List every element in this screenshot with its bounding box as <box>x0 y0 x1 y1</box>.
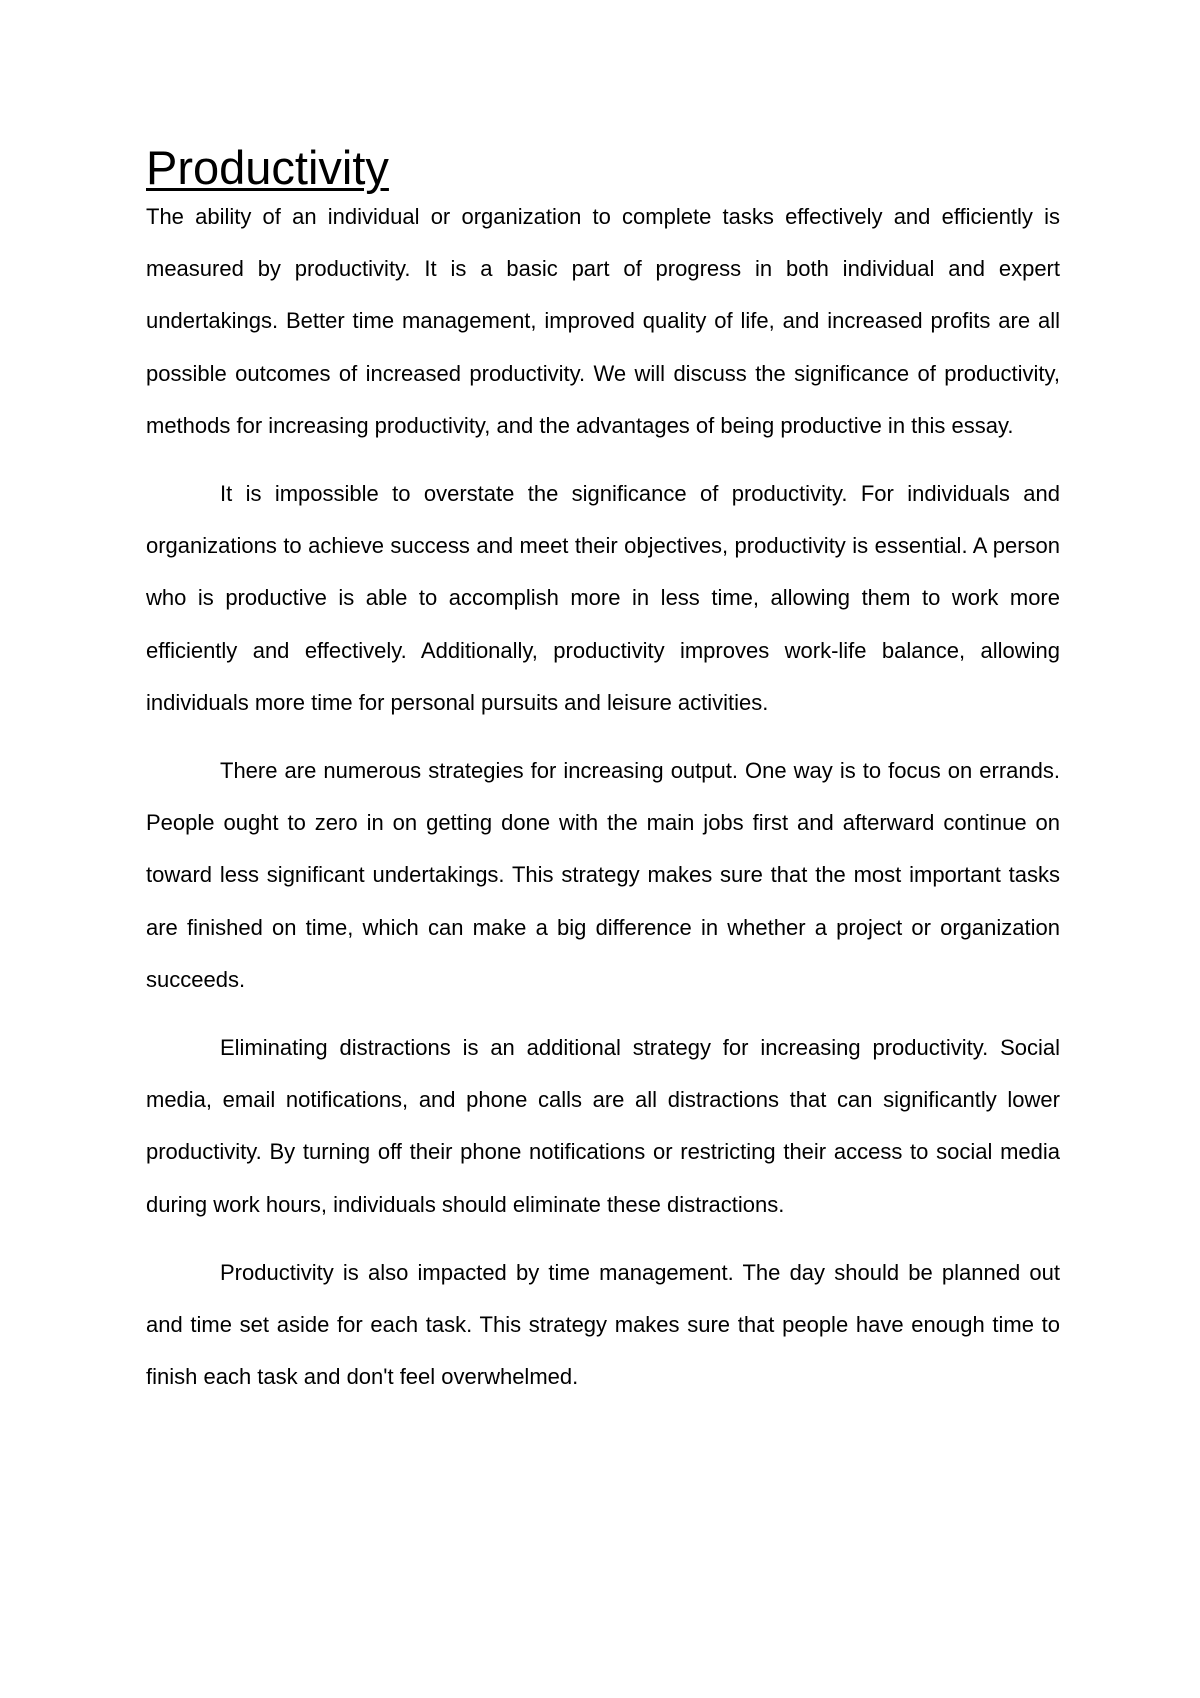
paragraph-distractions: Eliminating distractions is an additional strategy for increasing productivity. Social media, email notifications, and phone calls are all distractions that can significantly lower productivity. By turning off their phone notifications or restricting their access to social media during work hours, individuals should eliminate these distractions. <box>146 1035 1060 1217</box>
paragraph-significance: It is impossible to overstate the significance of productivity. For individuals and organizations to achieve success and meet their objectives, productivity is essential. A person who is productive is able to accomplish more in less time, allowing them to work more efficiently and effectively. Additionally, productivity improves work-life balance, allowing individuals more time for personal pursuits and leisure activities. <box>146 481 1060 715</box>
document-title: Productivity <box>146 141 389 194</box>
paragraph-strategies: There are numerous strategies for increasing output. One way is to focus on errands. People ought to zero in on getting done with the main jobs first and afterward continue on toward less significant undertakings. This strategy makes sure that the most important tasks are finished on time, which can make a big difference in whether a project or organization succeeds. <box>146 758 1060 992</box>
document-page <box>146 138 1060 1403</box>
paragraph-time-management: Productivity is also impacted by time management. The day should be planned out and time set aside for each task. This strategy makes sure that people have enough time to finish each task and don't feel overwhelmed. <box>146 1259 1060 1390</box>
paragraph-intro: The ability of an individual or organization to complete tasks effectively and efficiently is measured by productivity. It is a basic part of progress in both individual and expert undertakings. Better time management, improved quality of life, and increased profits are all possible outcomes of increased productivity. We will discuss the significance of productivity, methods for increasing productivity, and the advantages of being productive in this essay. <box>146 204 1060 438</box>
